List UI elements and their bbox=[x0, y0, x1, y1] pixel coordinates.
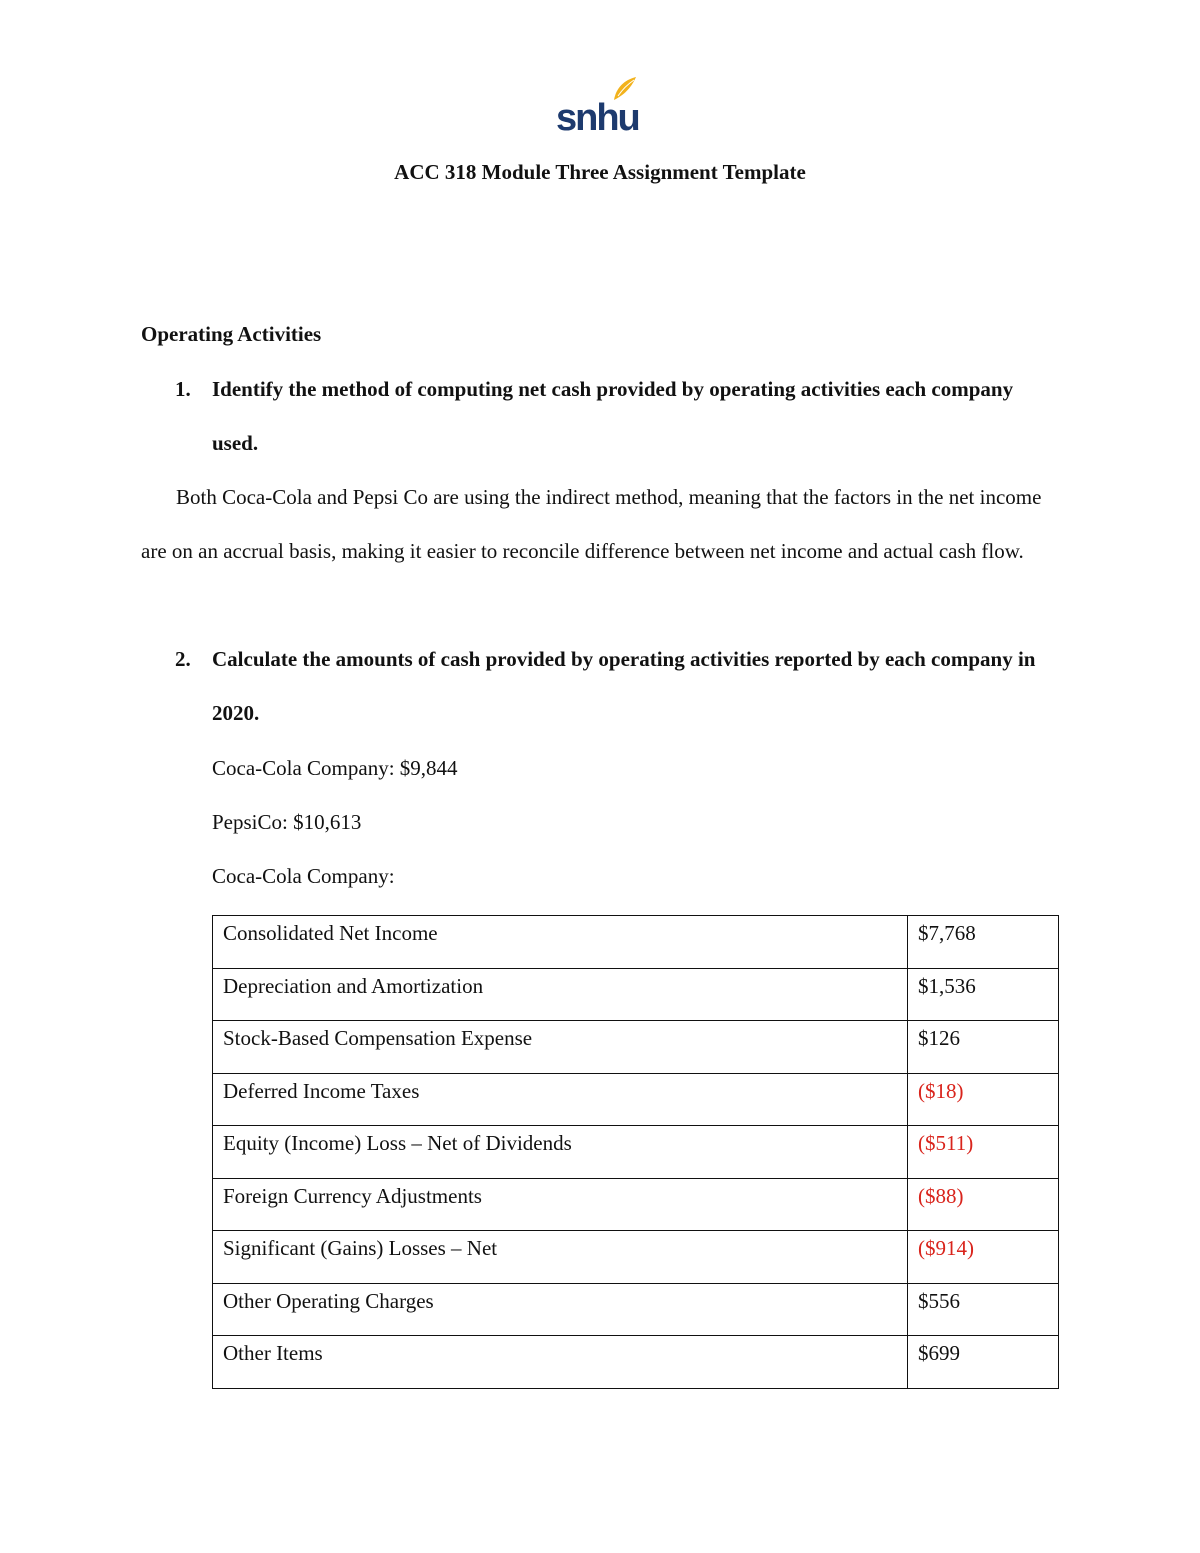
question-number: 2. bbox=[175, 647, 191, 671]
row-amount: $126 bbox=[908, 1021, 1059, 1074]
table-row bbox=[213, 968, 1059, 1021]
question-2 bbox=[141, 632, 1041, 740]
row-amount: $1,536 bbox=[908, 968, 1059, 1021]
snhu-logo bbox=[556, 74, 640, 134]
coca-cola-total: Coca-Cola Company: $9,844 bbox=[212, 756, 458, 780]
page-title: ACC 318 Module Three Assignment Template bbox=[394, 160, 806, 184]
row-amount: ($88) bbox=[908, 1178, 1059, 1231]
row-label: Significant (Gains) Losses – Net bbox=[213, 1231, 908, 1284]
row-label: Deferred Income Taxes bbox=[213, 1073, 908, 1126]
question-text: Identify the method of computing net cash provided by operating activities each company used. bbox=[212, 377, 1014, 455]
cash-flow-table bbox=[212, 915, 1059, 1389]
row-amount: ($511) bbox=[908, 1126, 1059, 1179]
row-label: Other Operating Charges bbox=[213, 1283, 908, 1336]
question-number: 1. bbox=[175, 377, 191, 401]
row-label: Foreign Currency Adjustments bbox=[213, 1178, 908, 1231]
row-label: Consolidated Net Income bbox=[213, 916, 908, 969]
table-row bbox=[213, 1336, 1059, 1389]
table-row bbox=[213, 916, 1059, 969]
row-label: Equity (Income) Loss – Net of Dividends bbox=[213, 1126, 908, 1179]
logo-wordmark: snhu bbox=[556, 97, 639, 134]
row-amount: ($914) bbox=[908, 1231, 1059, 1284]
row-amount: $7,768 bbox=[908, 916, 1059, 969]
section-heading: Operating Activities bbox=[141, 322, 322, 346]
row-label: Other Items bbox=[213, 1336, 908, 1389]
question-1 bbox=[141, 362, 1041, 470]
table-row bbox=[213, 1283, 1059, 1336]
pepsico-total: PepsiCo: $10,613 bbox=[212, 810, 362, 834]
table-row bbox=[213, 1126, 1059, 1179]
row-label: Stock-Based Compensation Expense bbox=[213, 1021, 908, 1074]
row-amount: ($18) bbox=[908, 1073, 1059, 1126]
table-row bbox=[213, 1021, 1059, 1074]
coca-cola-table-label: Coca-Cola Company: bbox=[212, 864, 395, 888]
answer-1-paragraph: Both Coca-Cola and Pepsi Co are using the indirect method, meaning that the factors in the net income are on an accrual basis, making it easier to reconcile difference between net income and actual cash flow. bbox=[141, 485, 1042, 563]
table-row bbox=[213, 1231, 1059, 1284]
row-amount: $556 bbox=[908, 1283, 1059, 1336]
row-amount: $699 bbox=[908, 1336, 1059, 1389]
table-row bbox=[213, 1073, 1059, 1126]
question-text: Calculate the amounts of cash provided by operating activities reported by each company in 2020. bbox=[212, 647, 1036, 725]
table-row bbox=[213, 1178, 1059, 1231]
row-label: Depreciation and Amortization bbox=[213, 968, 908, 1021]
